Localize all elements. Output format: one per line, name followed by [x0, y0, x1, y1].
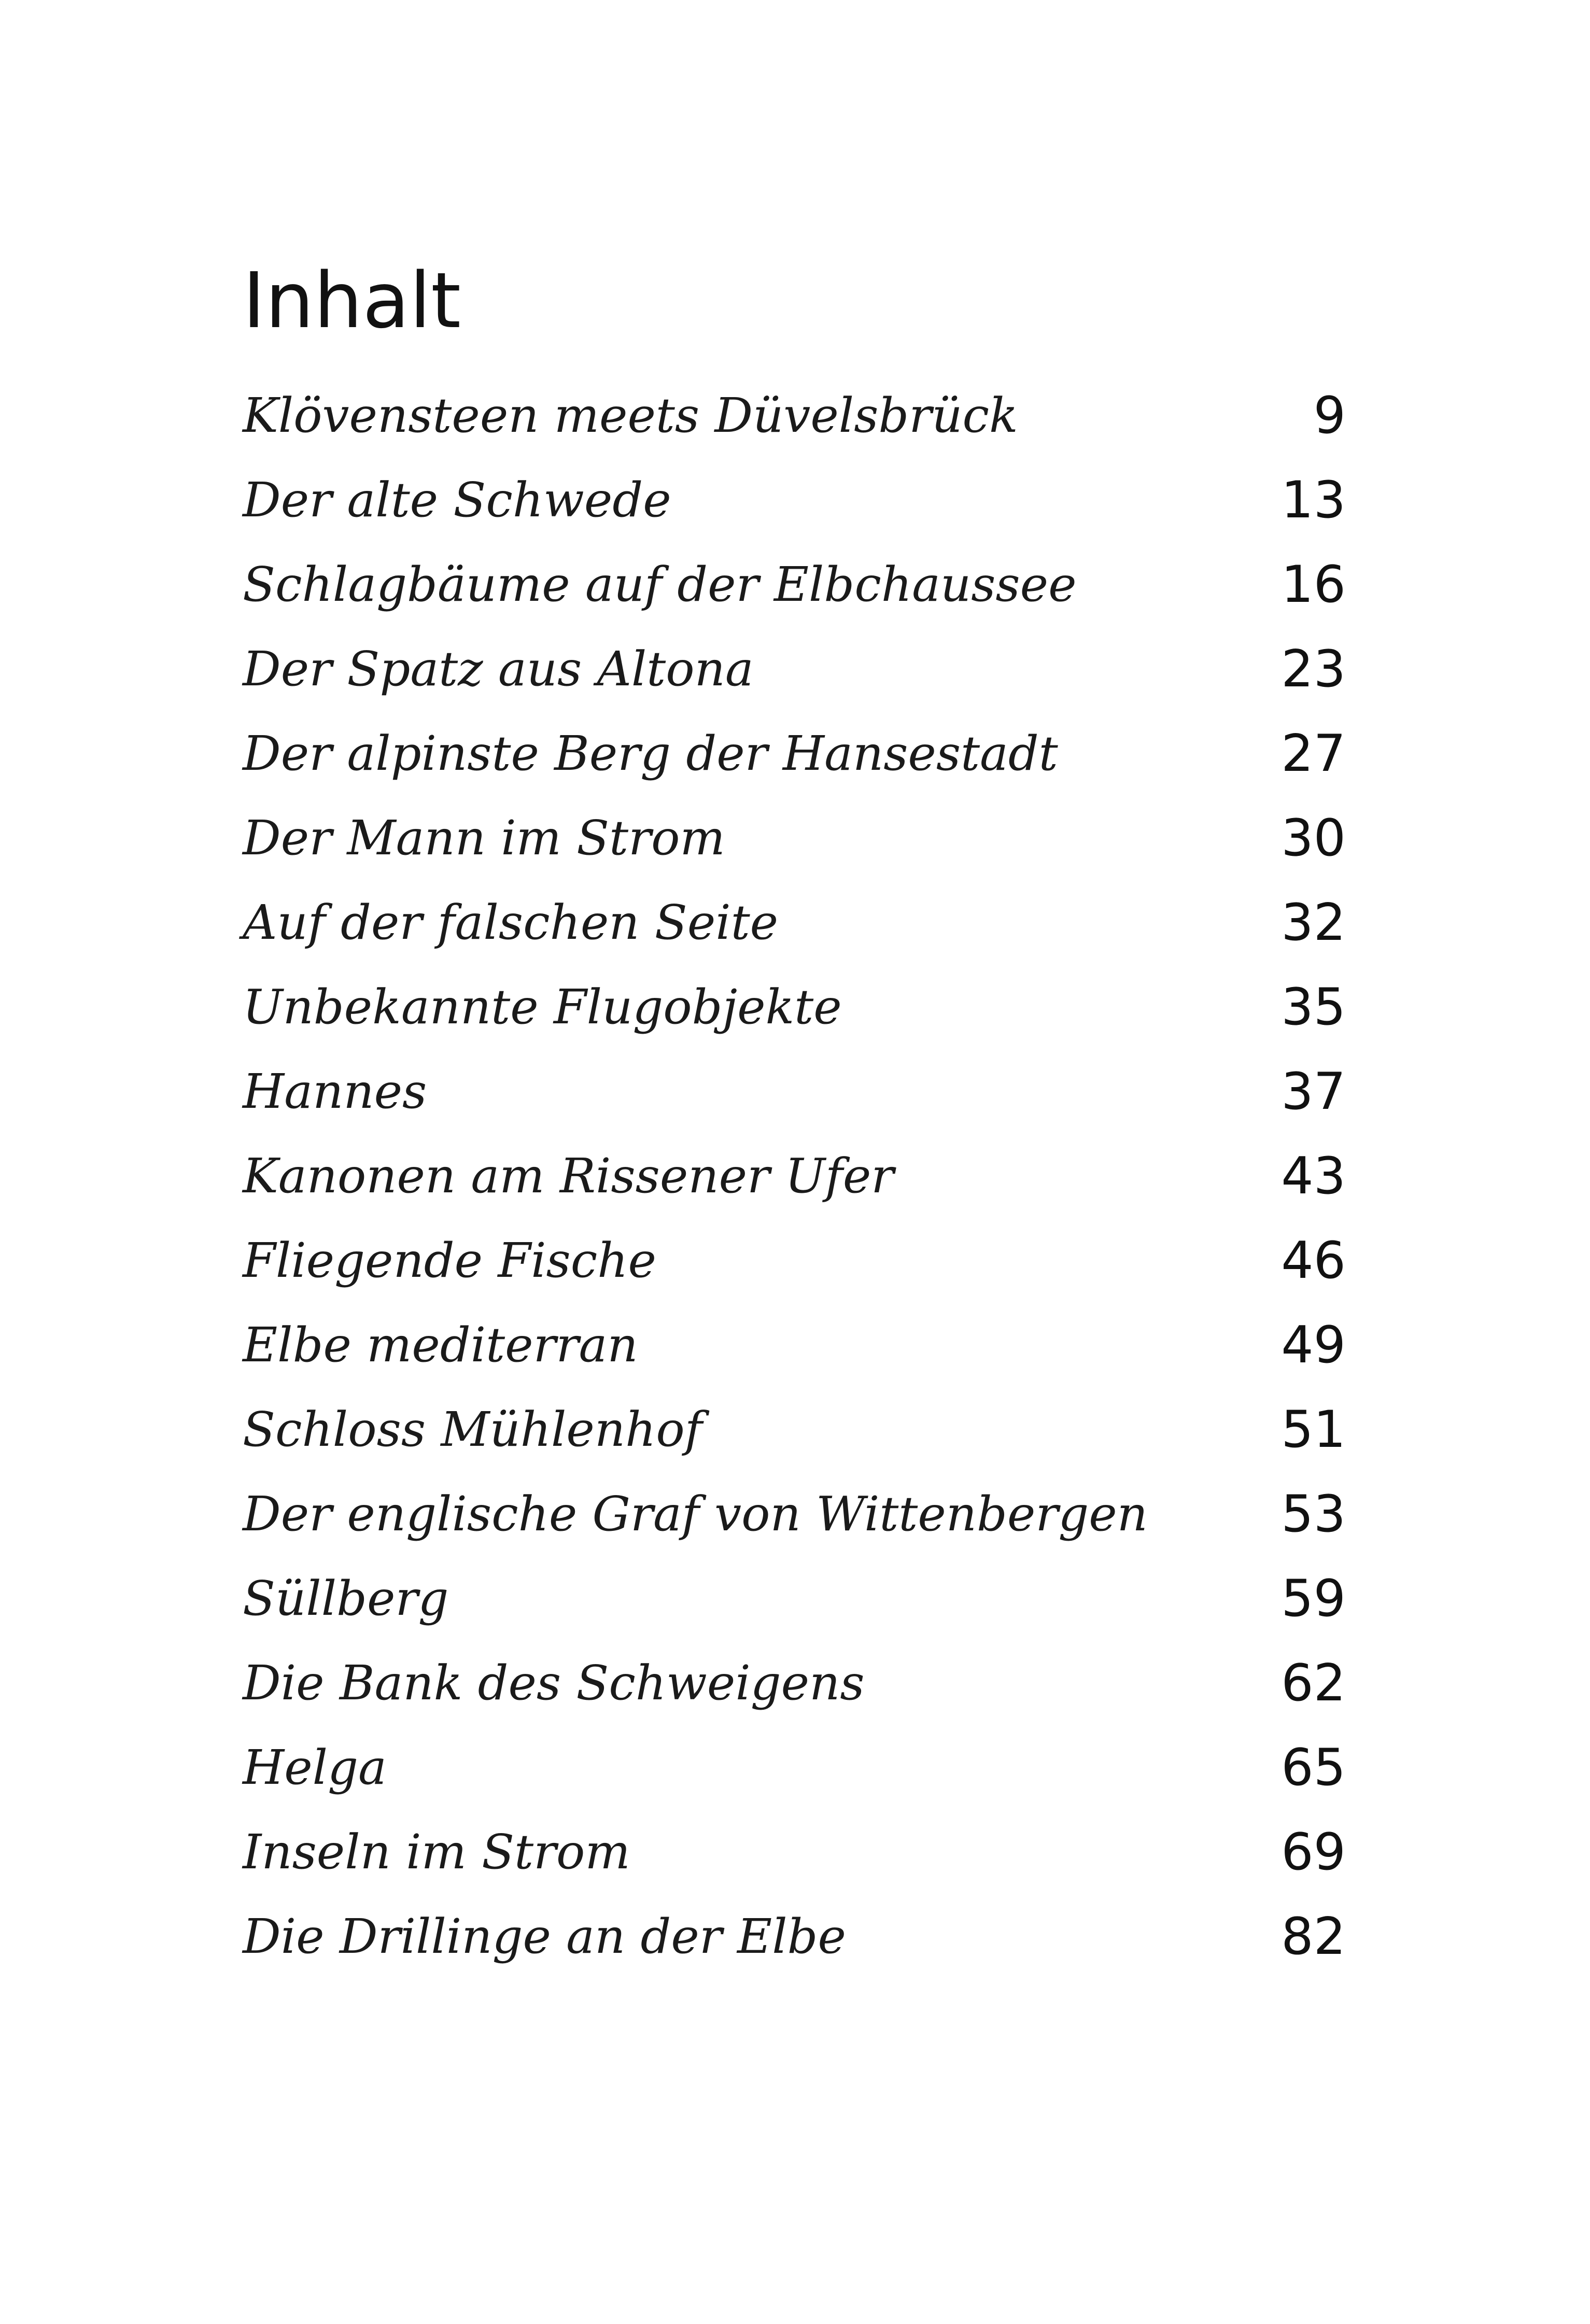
toc-entry-title: Die Bank des Schweigens: [243, 1655, 865, 1711]
toc-entry-title: Auf der falschen Seite: [243, 895, 779, 950]
toc-entry: [243, 965, 1346, 1049]
toc-entry: [243, 1641, 1346, 1725]
toc-entry-page-number: 62: [1281, 1653, 1346, 1713]
toc-entry-title: Der alte Schwede: [243, 472, 671, 528]
page-title: Inhalt: [243, 256, 461, 345]
toc-entry-page-number: 23: [1281, 639, 1346, 699]
toc-entry: [243, 458, 1346, 542]
toc-entry-title: Die Drillinge an der Elbe: [243, 1909, 846, 1964]
toc-entry-title: Der Mann im Strom: [243, 810, 725, 866]
toc-entry-title: Der englische Graf von Wittenbergen: [243, 1486, 1148, 1542]
toc-entry-page-number: 51: [1281, 1400, 1346, 1459]
toc-entry: [243, 542, 1346, 627]
table-of-contents: [243, 373, 1346, 1979]
toc-entry-page-number: 35: [1281, 977, 1346, 1037]
toc-entry: [243, 1472, 1346, 1556]
toc-entry-title: Elbe mediterran: [243, 1317, 638, 1373]
toc-entry-page-number: 13: [1281, 470, 1346, 530]
toc-entry-page-number: 37: [1281, 1062, 1346, 1121]
toc-entry-page-number: 49: [1281, 1315, 1346, 1375]
toc-entry: [243, 796, 1346, 880]
toc-entry-page-number: 59: [1281, 1569, 1346, 1628]
toc-entry-page-number: 53: [1281, 1484, 1346, 1544]
toc-entry-title: Schloss Mühlenhof: [243, 1402, 702, 1457]
toc-entry: [243, 627, 1346, 711]
toc-entry: [243, 1387, 1346, 1472]
toc-entry-title: Fliegende Fische: [243, 1233, 656, 1288]
toc-entry: [243, 1810, 1346, 1894]
toc-entry-title: Der alpinste Berg der Hansestadt: [243, 726, 1058, 781]
toc-entry-title: Hannes: [243, 1064, 427, 1119]
toc-entry: [243, 1894, 1346, 1979]
toc-entry-title: Klövensteen meets Düvelsbrück: [243, 388, 1018, 443]
toc-entry: [243, 880, 1346, 965]
toc-entry: [243, 1556, 1346, 1641]
toc-entry: [243, 1725, 1346, 1810]
toc-entry-title: Helga: [243, 1740, 387, 1795]
toc-entry-title: Inseln im Strom: [243, 1824, 630, 1880]
toc-entry-page-number: 30: [1281, 808, 1346, 868]
toc-entry-page-number: 69: [1281, 1822, 1346, 1882]
toc-entry-page-number: 9: [1313, 386, 1346, 445]
toc-entry-title: Unbekannte Flugobjekte: [243, 979, 842, 1035]
toc-entry: [243, 1134, 1346, 1218]
toc-entry-page-number: 32: [1281, 893, 1346, 952]
toc-entry-title: Kanonen am Rissener Ufer: [243, 1148, 894, 1204]
toc-entry-page-number: 65: [1281, 1738, 1346, 1797]
toc-entry-title: Süllberg: [243, 1571, 449, 1626]
toc-entry: [243, 711, 1346, 796]
toc-entry: [243, 1218, 1346, 1303]
toc-entry-page-number: 46: [1281, 1231, 1346, 1290]
toc-entry-page-number: 27: [1281, 724, 1346, 783]
toc-entry-page-number: 82: [1281, 1907, 1346, 1966]
toc-entry-title: Schlagbäume auf der Elbchaussee: [243, 557, 1077, 612]
toc-entry: [243, 1303, 1346, 1387]
toc-entry: [243, 373, 1346, 458]
toc-entry: [243, 1049, 1346, 1134]
toc-entry-page-number: 16: [1281, 555, 1346, 614]
toc-entry-title: Der Spatz aus Altona: [243, 641, 754, 697]
toc-entry-page-number: 43: [1281, 1146, 1346, 1206]
